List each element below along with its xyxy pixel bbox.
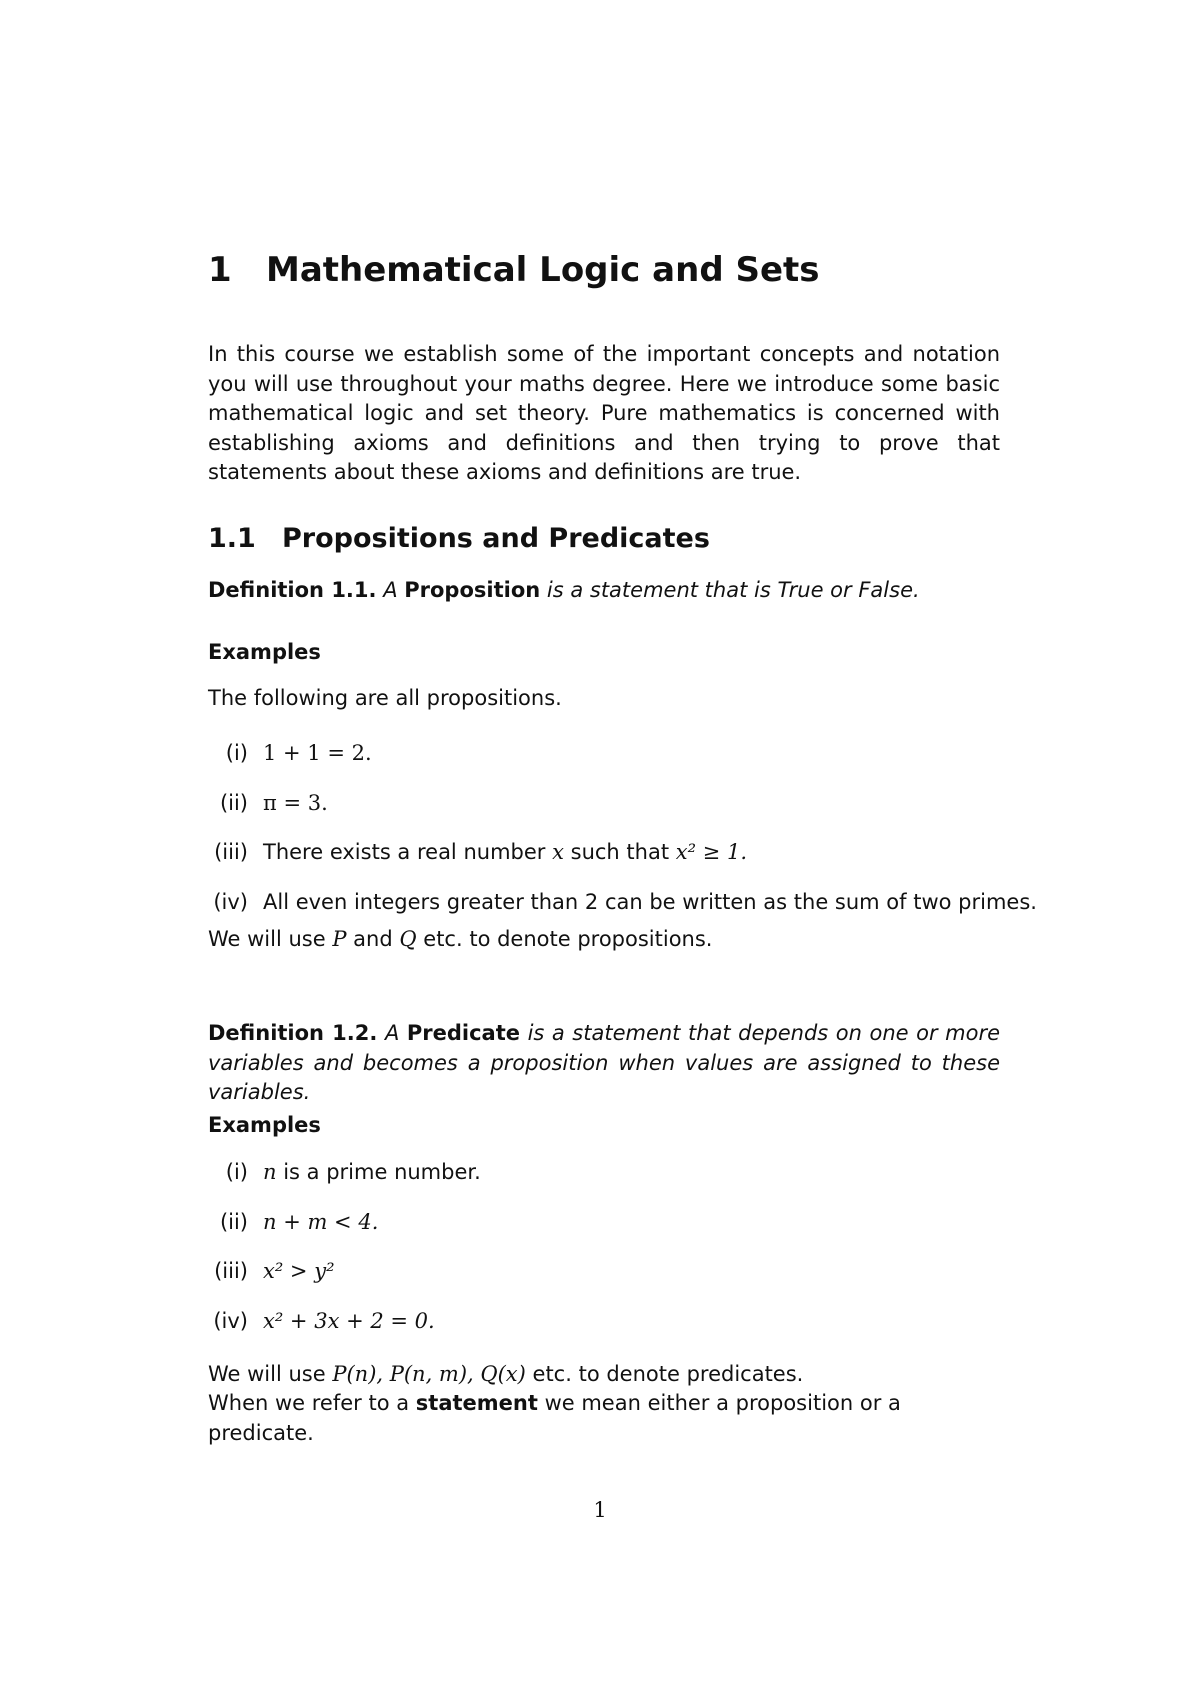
item-label: (i) [225,741,248,765]
proposition-examples-list [208,741,1037,939]
list-item [208,741,1000,771]
final-pre: When we refer to a [208,1391,410,1415]
page-number: 1 [593,1498,607,1522]
item-label: (ii) [219,790,248,815]
item-math: 1 + 1 = 2. [263,741,372,765]
item-text-post: is a prime number. [283,1160,481,1184]
definition-term: Proposition [404,578,541,602]
subsection-heading [208,523,1000,554]
subsection-title: Propositions and Predicates [282,523,710,554]
item-math: x² + 3x + 2 = 0. [263,1308,435,1333]
predicate-examples-list [208,1160,1000,1358]
note-post: etc. to denote predicates. [532,1362,804,1386]
item-label: (iv) [213,1308,248,1333]
section-number: 1 [208,250,232,290]
item-label: (i) [225,1160,248,1184]
item-variable: n [263,1160,277,1184]
definition-text: is a statement that depends on one or more variables and becomes a proposition when values are assigned to these variables. [208,1021,1001,1104]
subsection-number: 1.1 [208,523,256,554]
item-text-pre: There exists a real number [263,840,546,864]
definition-text: is a statement that is True or False. [546,578,920,602]
definition-pre: A [383,578,398,602]
list-item [208,1309,1000,1339]
item-math: n + m < 4. [263,1209,379,1234]
statement-note [208,1389,1000,1448]
examples-heading-1: Examples [208,640,321,664]
list-item [208,1259,1000,1289]
note-post: etc. to denote propositions. [423,927,713,951]
note-math: P(n), P(n, m), Q(x) [332,1362,526,1386]
item-label: (iii) [214,840,248,864]
definition-label: Definition 1.1. [208,578,377,602]
examples-heading-2: Examples [208,1113,321,1137]
item-text: All even integers greater than 2 can be written as the sum of two primes. [263,889,1037,914]
section-title: Mathematical Logic and Sets [266,250,820,290]
note-pre: We will use [208,927,326,951]
item-math: x² > y² [263,1259,335,1283]
note-and: and [353,927,393,951]
note-symbol-q: Q [399,927,417,951]
item-label: (iii) [214,1259,248,1283]
final-post: we mean either a proposition or a predicate. [208,1391,901,1445]
note-pre: We will use [208,1362,326,1386]
final-term: statement [415,1391,538,1415]
note-symbol-p: P [332,927,347,951]
item-math: π = 3. [263,790,328,815]
examples-lead: The following are all propositions. [208,686,562,710]
item-label: (iv) [213,889,248,914]
item-text-mid: such that [570,840,670,864]
definition-label: Definition 1.2. [208,1021,378,1045]
list-item [208,791,1000,821]
intro-paragraph: In this course we establish some of the important concepts and notation you will use throughout your maths degree. Here we introduce some basic mathematical logic and set theory. Pure mathematics is concerned with establishing axioms and definitions and then trying to prove that statements about these axioms and definitions are true. [208,342,1000,484]
list-item [208,1160,1000,1190]
item-label: (ii) [219,1209,248,1234]
section-heading [208,250,1000,290]
definition-pre: A [384,1021,400,1045]
propositions-note [208,925,1000,955]
definition-1-1 [208,576,1000,606]
predicates-note [208,1360,1000,1390]
item-text [263,1160,481,1184]
item-variable: x [552,840,564,864]
definition-1-2 [208,1019,1000,1108]
list-item [208,889,1037,920]
list-item [208,840,1000,870]
list-item [208,1210,1000,1240]
definition-term: Predicate [406,1021,520,1045]
item-text [263,840,747,864]
item-math: x² ≥ 1. [675,840,747,864]
